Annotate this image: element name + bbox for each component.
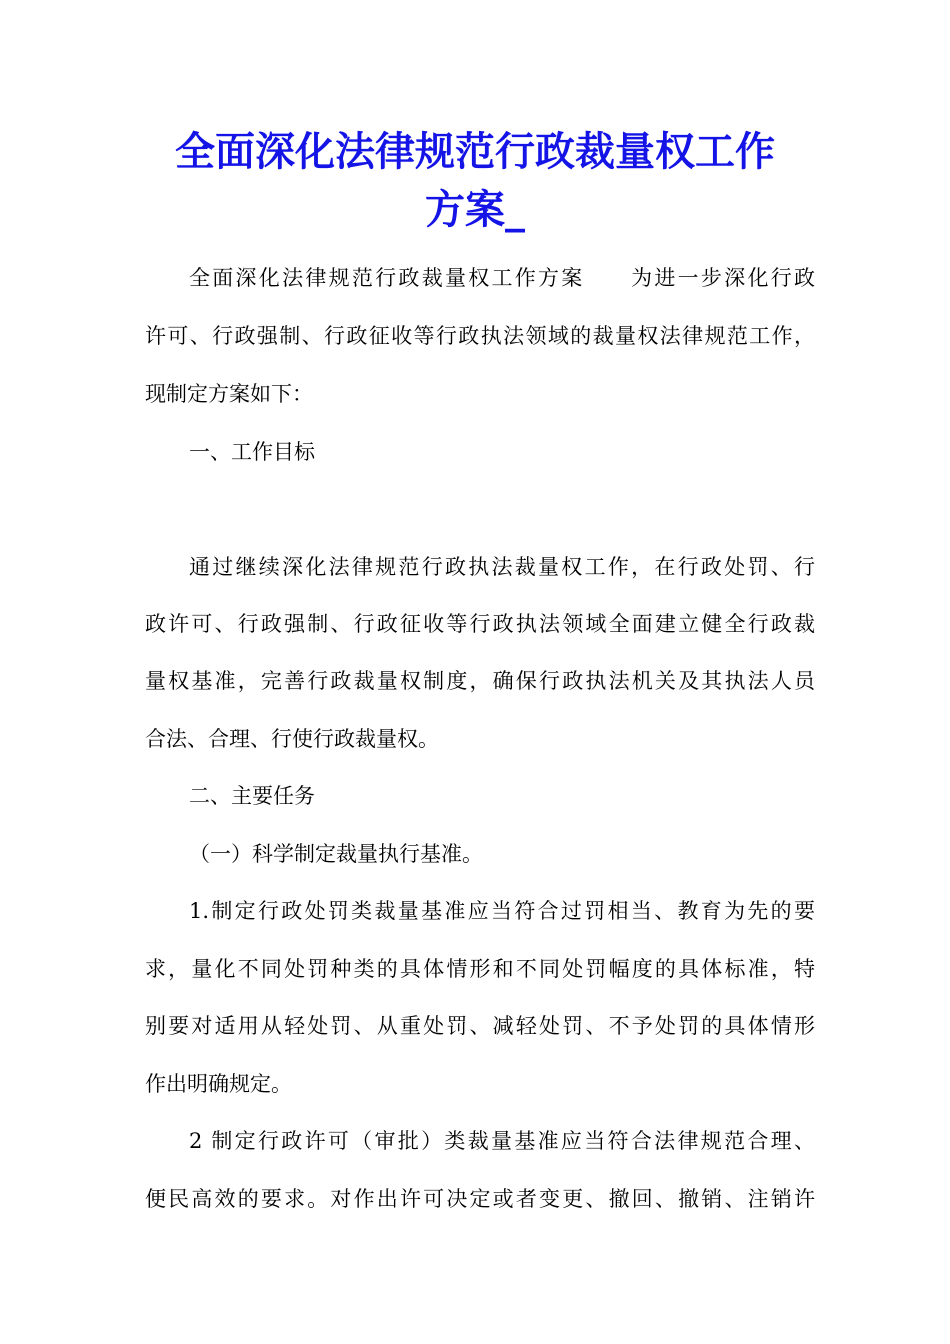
intro-line-3: 现制定方案如下： [145, 382, 313, 406]
item-1-line-2: 求，量化不同处罚种类的具体情形和不同处罚幅度的具体标准，特 [145, 957, 815, 981]
intro-line-1: 全面深化法律规范行政裁量权工作方案 为进一步深化行政 [189, 266, 815, 290]
item-1-line-4: 作出明确规定。 [145, 1072, 292, 1096]
goals-line-4: 合法、合理、行使行政裁量权。 [145, 727, 439, 751]
subsection-heading-1: （一）科学制定裁量执行基准。 [189, 842, 483, 866]
section-heading-tasks: 二、主要任务 [189, 784, 315, 808]
item-2-line-2: 便民高效的要求。对作出许可决定或者变更、撤回、撤销、注销许 [145, 1187, 815, 1211]
document-title-line-1: 全面深化法律规范行政裁量权工作 [175, 128, 775, 175]
item-1-line-1: 1.制定行政处罚类裁量基准应当符合过罚相当、教育为先的要 [189, 899, 815, 923]
goals-line-2: 政许可、行政强制、行政征收等行政执法领域全面建立健全行政裁 [145, 612, 815, 636]
item-2-line-1: 2 制定行政许可（审批）类裁量基准应当符合法律规范合理、 [189, 1129, 815, 1153]
section-heading-goals: 一、工作目标 [189, 440, 315, 464]
document-title-line-2: 方案_ [425, 186, 525, 233]
goals-line-1: 通过继续深化法律规范行政执法裁量权工作，在行政处罚、行 [189, 555, 815, 579]
intro-line-2: 许可、行政强制、行政征收等行政执法领域的裁量权法律规范工作， [145, 324, 815, 348]
item-1-line-3: 别要对适用从轻处罚、从重处罚、减轻处罚、不予处罚的具体情形 [145, 1014, 815, 1038]
goals-line-3: 量权基准，完善行政裁量权制度，确保行政执法机关及其执法人员 [145, 669, 815, 693]
